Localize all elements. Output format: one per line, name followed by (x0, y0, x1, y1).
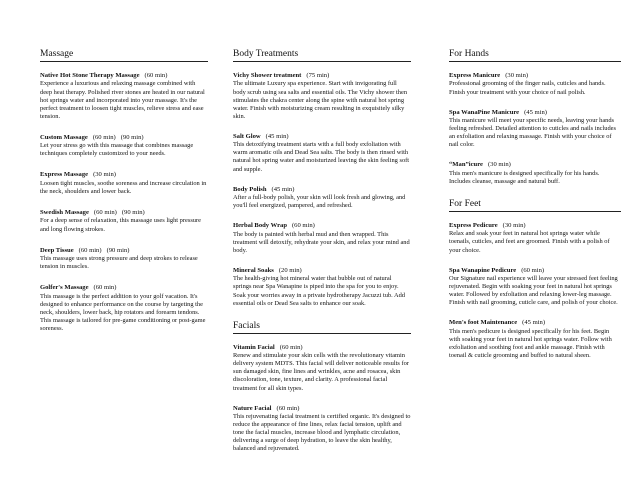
service-description: The body is painted with herbal mud and then wrapped. This treatment will detoxify, rehydrate your skin, and relax your mind and body. (233, 230, 410, 254)
service-item (40, 247, 208, 272)
service-description: This detoxifying treatment starts with a full body exfoliation with warm aromatic oils and Dead Sea salts. The body is then rinsed with natural hot spring water and moisturized leaving the skin feeling soft and supple. (233, 141, 410, 173)
service-name: Native Hot Stone Therapy Massage (40, 72, 140, 79)
service-item (233, 405, 411, 454)
service-duration: (60 min) (93, 284, 117, 292)
service-name: Express Massage (40, 171, 89, 179)
section-heading-body-treatments: Body Treatments (233, 48, 411, 62)
service-item (233, 344, 411, 393)
section-heading-massage: Massage (40, 48, 208, 62)
service-description: Experience a luxurious and relaxing massage combined with deep heat therapy. Polished river stones are heated in our natural hot springs water and incorporated into your massage. It's the perfect treatment to loosen tight muscles, relieve stress and ease tension. (40, 80, 205, 120)
service-name: “Man”icure (449, 161, 483, 169)
service-description: For a deep sense of relaxation, this massage uses light pressure and long flowing strokes. (40, 217, 201, 233)
service-description: Renew and stimulate your skin cells with the revolutionary vitamin delivery system MDTS. This facial will deliver noticeable results for sun damaged skin, fine lines and wrinkles, acne and rosacea, skin discoloration, tone, texture, and clarity. A professional facial treatment for all skin types. (233, 352, 409, 392)
service-name: Deep Tissue (40, 246, 74, 254)
service-item (233, 186, 411, 211)
service-description: This men's pedicure is designed specifically for his feet. Begin with soaking your feet in natural hot springs water. Follow with exfoliation and soothing foot and ankle massage. Finish with toenail & cuticle grooming and buffed to natural sheen. (449, 327, 612, 360)
service-item (233, 222, 411, 255)
service-description: This men's manicure is designed specifically for his hands. Includes cleanse, massage and natural buff. (449, 169, 600, 185)
service-duration: (90 min) (121, 209, 145, 217)
service-duration: (45 min) (522, 319, 546, 327)
service-duration: (30 min) (93, 171, 116, 179)
service-duration: (45 min) (524, 108, 548, 116)
service-name: Vitamin Facial (233, 343, 275, 351)
service-name: Custom Massage (40, 133, 88, 141)
service-item (233, 133, 411, 174)
service-name: Mineral Soaks (233, 266, 274, 274)
column-hands-feet (449, 48, 621, 372)
column-body-treatments (233, 48, 411, 465)
section-heading-for-hands: For Hands (449, 48, 621, 62)
service-name: Men's foot Maintenance (449, 319, 518, 327)
service-description: Our Signature nail experience will leave your stressed feet feeling rejuvenated. Begin with soaking your feet in natural hot springs water. Followed by exfoliation and relaxing lower-leg massage. Finish with nail grooming, cuticle care, and polish of your choice. (449, 275, 618, 307)
service-name: Body Polish (233, 185, 267, 193)
service-description: Let your stress go with this massage that combines massage techniques completely customized to your needs. (40, 142, 194, 158)
service-duration: (60 min) (291, 222, 315, 230)
service-description: Loosen tight muscles, soothe soreness and increase circulation in the neck, shoulders and lower back. (40, 179, 207, 195)
section-heading-for-feet: For Feet (449, 198, 621, 212)
service-name: Spa WanaPine Manicure (449, 108, 520, 116)
service-description: Relax and soak your feet in natural hot springs water while toenails, cuticles, and feet are groomed. Finish with a polish of your choice. (449, 230, 610, 254)
service-duration: (60 min) (78, 246, 102, 254)
service-item (40, 134, 208, 159)
service-duration: (30 min) (487, 161, 511, 169)
service-duration: (60 min) (279, 343, 303, 351)
service-description: This rejuvenating facial treatment is certified organic. It's designed to reduce the appearance of fine lines, relax facial tension, uplift and tone the facial muscles, increase blood and lymphatic circulation, delivering a surge of deep hydration, to leave the skin healthy, balanced and rejuvenated. (233, 413, 411, 453)
service-duration: (60 min) (93, 209, 117, 217)
service-item (40, 72, 208, 121)
service-duration: (60 min) (276, 404, 300, 412)
service-name: Vichy Shower treatment (233, 72, 302, 79)
service-duration: (45 min) (265, 132, 289, 140)
service-duration: (90 min) (120, 133, 144, 141)
service-duration: (60 min) (92, 133, 116, 141)
service-item (449, 109, 621, 150)
service-duration: (60 min) (521, 266, 545, 274)
service-item (449, 161, 621, 186)
service-name: Express Pedicure (449, 221, 498, 229)
service-item (233, 72, 411, 121)
service-name: Golfer's Massage (40, 284, 89, 292)
service-name: Swedish Massage (40, 209, 89, 217)
service-name: Salt Glow (233, 132, 261, 140)
service-duration: (30 min) (502, 221, 526, 229)
service-description: Professional grooming of the finger nails, cuticles and hands. Finish your treatment with your choice of nail polish. (449, 80, 606, 96)
service-description: The ultimate Luxury spa experience. Start with invigorating full body scrub using sea salts and essential oils. The Vichy shower then stimulates the chakra center along the spine with natural hot spring water. Finish with moisturizing cream resulting in exquisitely silky skin. (233, 80, 408, 120)
service-item (40, 284, 208, 333)
service-item (449, 319, 621, 360)
section-heading-facials: Facials (233, 320, 411, 334)
column-massage (40, 48, 208, 346)
service-name: Nature Facial (233, 404, 272, 412)
service-description: This massage is the perfect addition to your golf vacation. It's designed to enhance performance on the course by targeting the neck, shoulders, lower back, hip rotators and forearm tendons. This massage is tailored for pre-game conditioning or post-game soreness. (40, 292, 206, 333)
service-duration: (90 min) (106, 246, 130, 254)
service-description: After a full-body polish, your skin will look fresh and glowing, and you'll feel energized, pampered, and refreshed. (233, 194, 406, 210)
service-item (233, 267, 411, 308)
service-name: Herbal Body Wrap (233, 222, 287, 230)
service-item (40, 209, 208, 234)
service-name: Express Manicure (449, 72, 501, 79)
service-item (449, 222, 621, 255)
service-duration: (75 min) (306, 72, 330, 79)
service-duration: (20 min) (278, 266, 302, 274)
service-name: Spa Wanapine Pedicure (449, 266, 517, 274)
service-duration: (60 min) (144, 72, 168, 79)
service-duration: (45 min) (271, 185, 295, 193)
service-item (449, 72, 621, 97)
service-duration: (30 min) (505, 72, 529, 79)
service-description: The health-giving hot mineral water that bubble out of natural springs near Spa Wanapine is piped into the spa for you to enjoy. Soak your worries away in a private hydrotherapy Jacuzzi tub. Add essential oils or Dead Sea salts to enhance our soak. (233, 275, 405, 307)
service-description: This manicure will meet your specific needs, leaving your hands feeling refreshed. Detailed attention to cuticles and nails includes an exfoliation and relaxing massage. Finish with your choice of nail color. (449, 117, 616, 149)
service-description: This massage uses strong pressure and deep strokes to release tension in muscles. (40, 255, 198, 271)
service-item (40, 171, 208, 196)
service-item (449, 267, 621, 308)
